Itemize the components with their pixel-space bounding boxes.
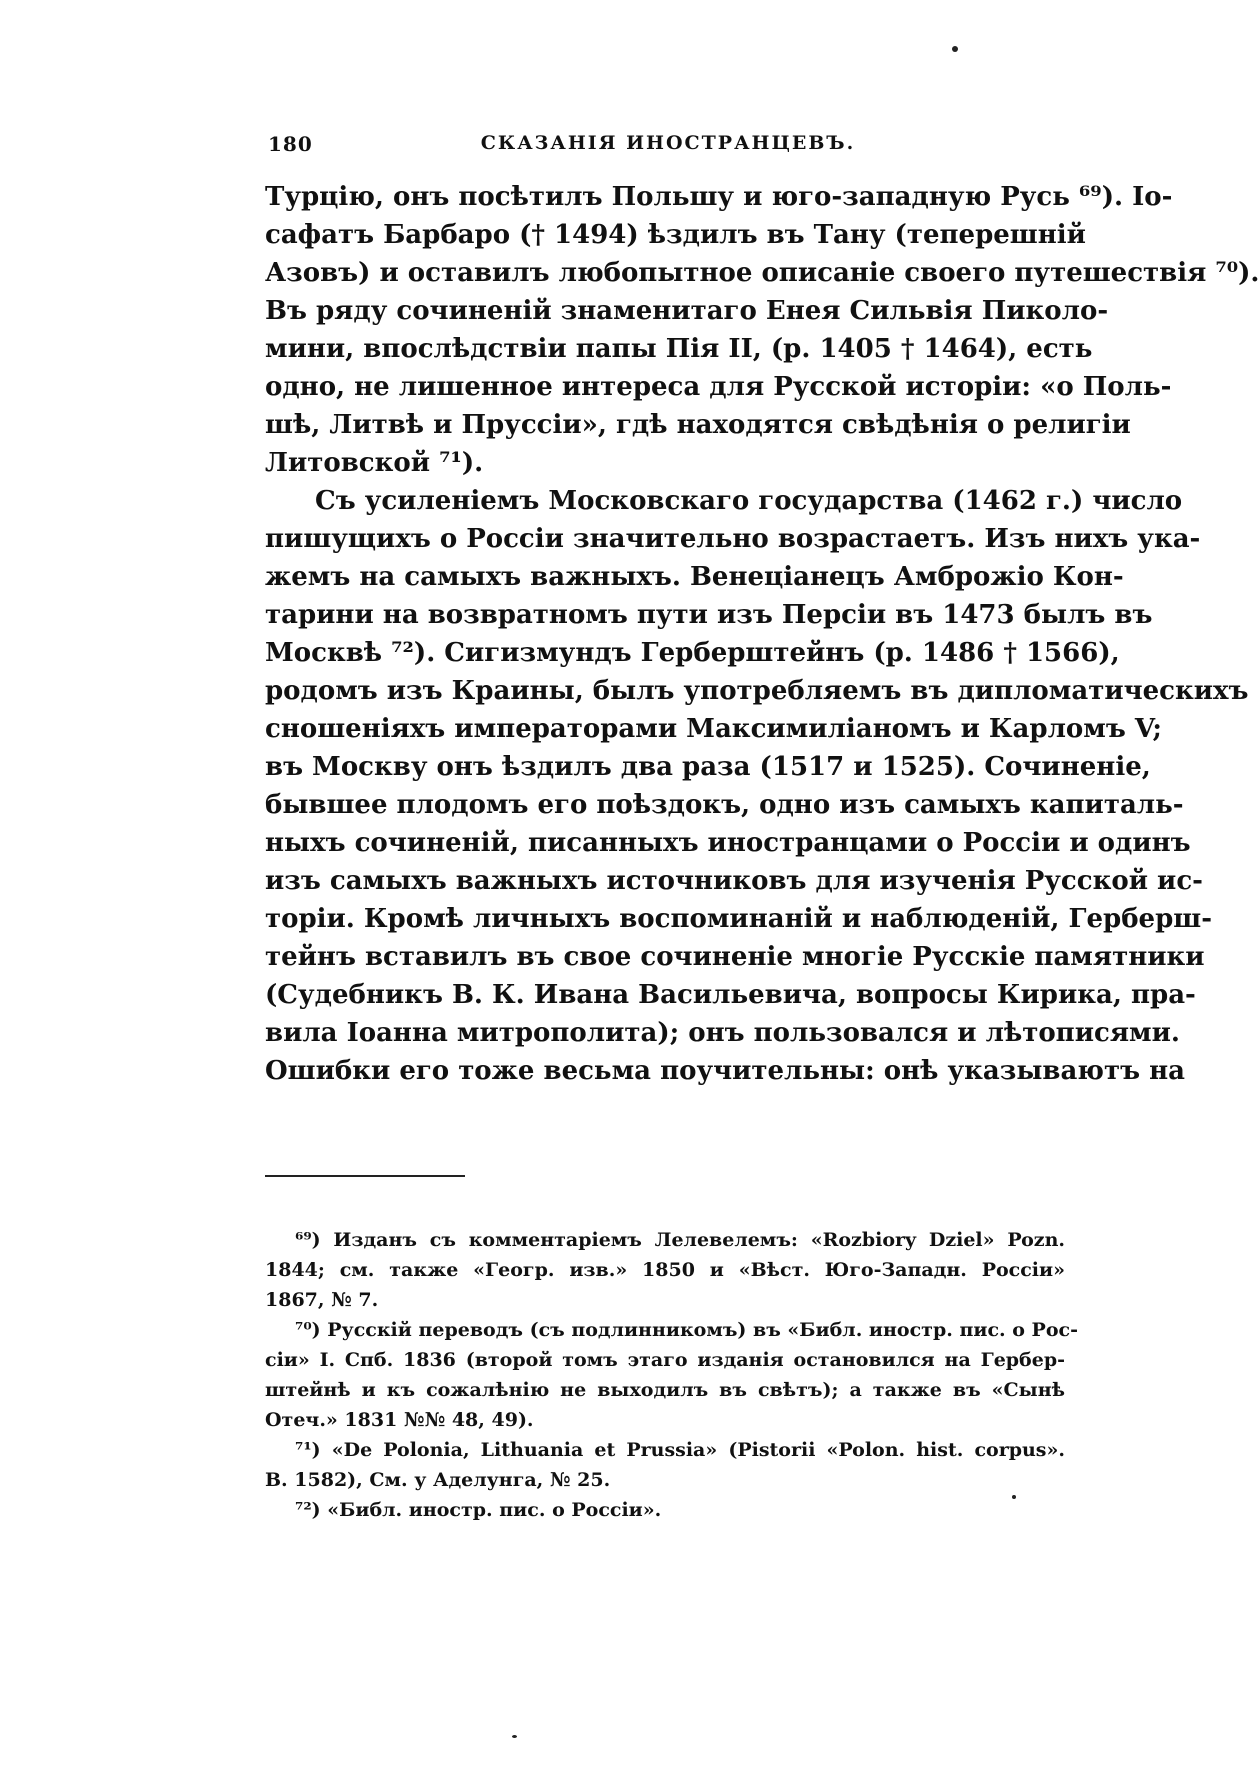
footnote-line: ⁷¹) «De Polonia, Lithuania et Prussia» (Pistorii «Polon. hist. corpus». — [295, 1439, 1065, 1461]
text-line: одно, не лишенное интереса для Русской исторіи: «о Поль- — [265, 372, 1172, 402]
text-line: Литовской ⁷¹). — [265, 448, 484, 478]
footnote-divider — [265, 1175, 465, 1177]
text-line: вила Іоанна митрополита); онъ пользовался и лѣтописями. — [265, 1018, 1180, 1048]
text-line: Въ ряду сочиненій знаменитаго Енея Сильвія Пиколо- — [265, 296, 1109, 326]
text-line: Москвѣ ⁷²). Сигизмундъ Герберштейнъ (р. 1486 † 1566), — [265, 638, 1120, 668]
footnote-line: ⁶⁹) Изданъ съ комментаріемъ Лелевелемъ: «Rozbiory Dziel» Pozn. — [295, 1229, 1065, 1251]
footnotes — [265, 1225, 1078, 1525]
text-line: изъ самыхъ важныхъ источниковъ для изученія Русской ис- — [265, 866, 1203, 896]
text-line: жемъ на самыхъ важныхъ. Венеціанецъ Амброжіо Кон- — [265, 562, 1124, 592]
text-line: сношеніяхъ императорами Максимиліаномъ и Карломъ V; — [265, 714, 1162, 744]
footnote-line: Отеч.» 1831 №№ 48, 49). — [265, 1409, 534, 1431]
footnote-line: 1867, № 7. — [265, 1289, 379, 1311]
text-line: пишущихъ о Россіи значительно возрастаетъ. Изъ нихъ ука- — [265, 524, 1201, 554]
text-line: шѣ, Литвѣ и Пруссіи», гдѣ находятся свѣдѣнія о религіи — [265, 410, 1131, 440]
text-line: въ Москву онъ ѣздилъ два раза (1517 и 1525). Сочиненіе, — [265, 752, 1151, 782]
scan-speck — [1012, 1495, 1016, 1499]
running-head: СКАЗАНІЯ ИНОСТРАНЦЕВЪ. — [480, 132, 856, 154]
main-text — [265, 178, 1260, 1090]
footnote-line: ⁷²) «Библ. иностр. пис. о Россіи». — [295, 1499, 662, 1521]
text-line: торіи. Кромѣ личныхъ воспоминаній и наблюденій, Герберш- — [265, 904, 1213, 934]
text-line: бывшее плодомъ его поѣздокъ, одно изъ самыхъ капиталь- — [265, 790, 1184, 820]
text-line: сафатъ Барбаро († 1494) ѣздилъ въ Тану (теперешній — [265, 220, 1086, 250]
scan-speck — [952, 46, 958, 52]
footnote-line: B. 1582), См. у Аделунга, № 25. — [265, 1469, 611, 1491]
page-header — [268, 132, 1068, 162]
text-line: мини, впослѣдствіи папы Пія II, (р. 1405 † 1464), есть — [265, 334, 1093, 364]
text-line: тейнъ вставилъ въ свое сочиненіе многіе Русскіе памятники — [265, 942, 1205, 972]
text-line: родомъ изъ Краины, былъ употребляемъ въ дипломатическихъ — [265, 676, 1249, 706]
text-line: Съ усиленіемъ Московскаго государства (1462 г.) число — [315, 486, 1183, 516]
text-line: Ошибки его тоже весьма поучительны: онѣ указываютъ на — [265, 1056, 1185, 1086]
text-line: тарини на возвратномъ пути изъ Персіи въ 1473 былъ въ — [265, 600, 1153, 630]
footnote-line: сіи» I. Спб. 1836 (второй томъ этаго изданія остановился на Гербер- — [265, 1349, 1065, 1371]
text-line: Азовъ) и оставилъ любопытное описаніе своего путешествія ⁷⁰). — [265, 258, 1260, 288]
text-line: ныхъ сочиненій, писанныхъ иностранцами о Россіи и одинъ — [265, 828, 1191, 858]
page-number: 180 — [268, 132, 313, 156]
footnote-line: штейнѣ и къ сожалѣнію не выходилъ въ свѣтъ); а также въ «Сынѣ — [265, 1379, 1065, 1401]
scan-speck — [512, 1735, 517, 1738]
text-line: Турцію, онъ посѣтилъ Польшу и юго-западную Русь ⁶⁹). Іо- — [265, 182, 1173, 212]
footnote-line: 1844; см. также «Геогр. изв.» 1850 и «Вѣст. Юго-Западн. Россіи» — [265, 1259, 1065, 1281]
footnote-line: ⁷⁰) Русскій переводъ (съ подлинникомъ) въ «Библ. иностр. пис. о Рос- — [295, 1319, 1078, 1341]
text-line: (Судебникъ В. К. Ивана Васильевича, вопросы Кирика, пра- — [265, 980, 1196, 1010]
